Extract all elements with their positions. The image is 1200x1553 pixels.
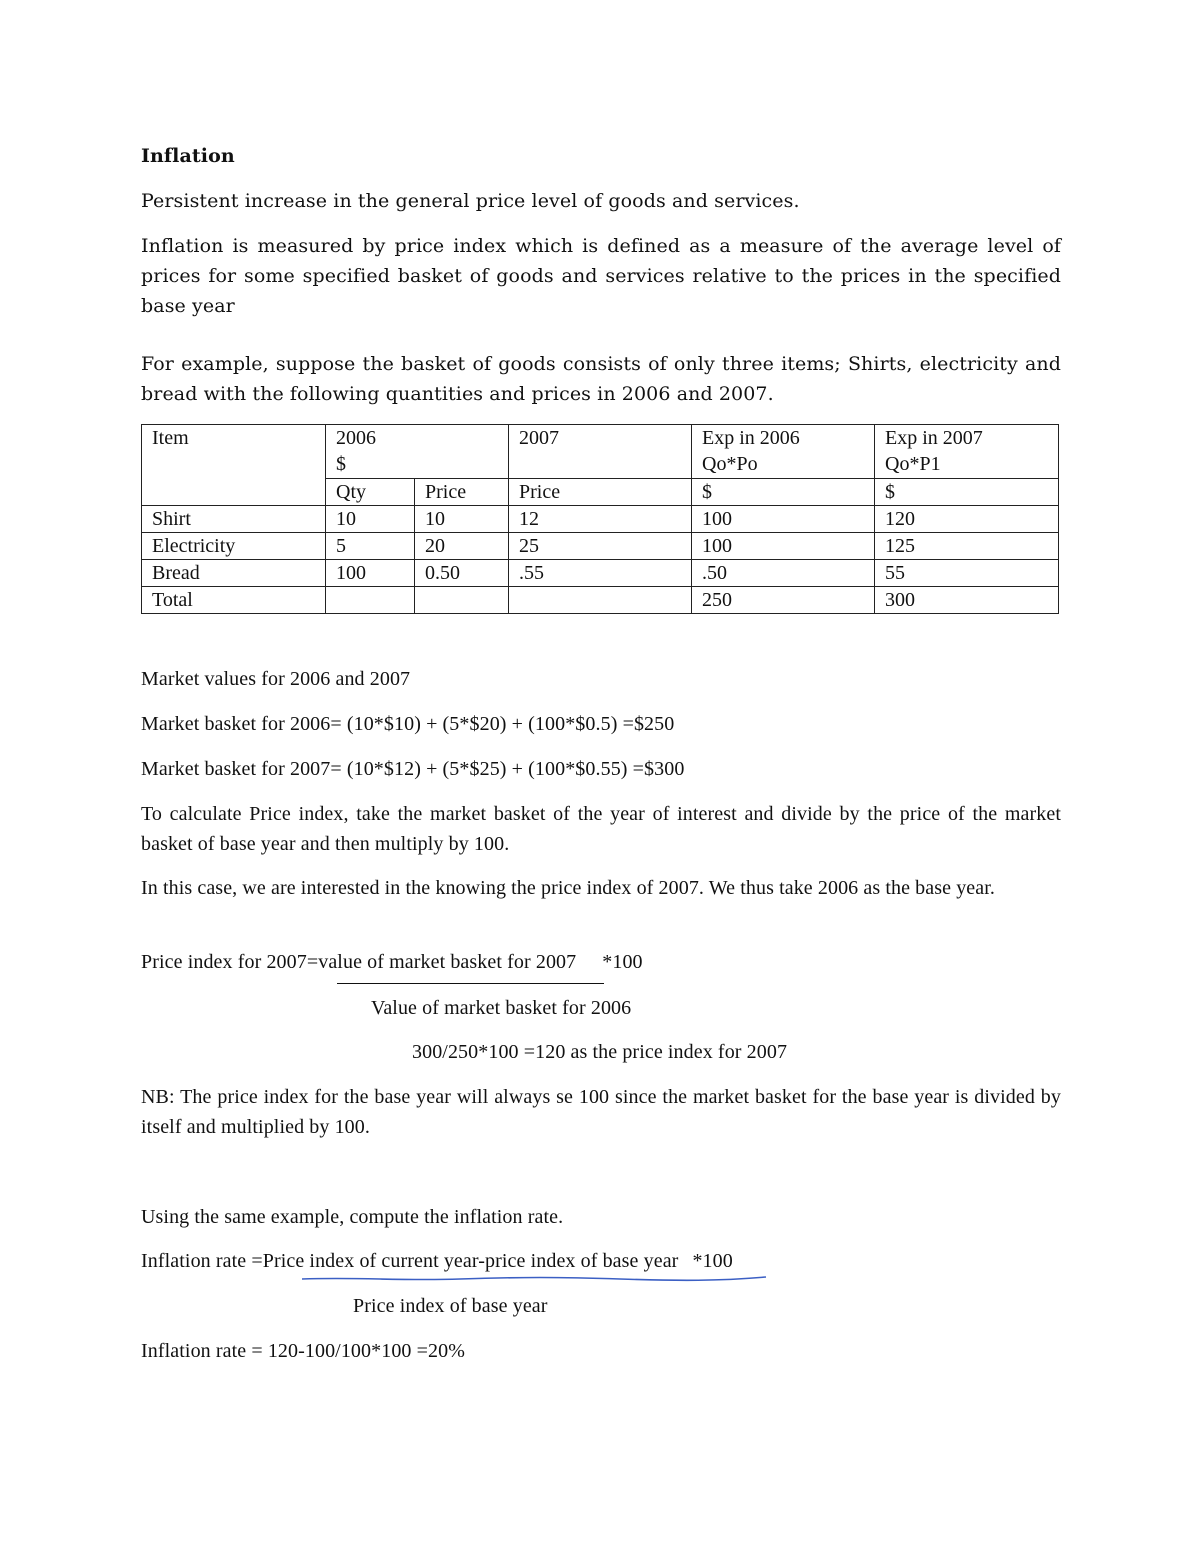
measure-paragraph: Inflation is measured by price index which is defined as a measure of the average level of prices for some specified basket of goods and services relative to the prices in the specified base year [141,235,1061,317]
inflation-multiplier: *100 [692,1250,733,1272]
table-row [142,560,1059,587]
table-row [142,506,1059,533]
price-index-prefix: Price index for 2007= [141,951,319,973]
header-item: Item [142,425,326,506]
header-exp-2006-label: Exp in 2006 [702,427,800,449]
price-index-equation [141,947,643,977]
subheader-price-2006: Price [415,478,509,505]
cell-price-2006 [415,587,509,614]
nb-paragraph: NB: The price index for the base year will always se 100 since the market basket for the base year is divided by itself and multiplied by 100. [141,1086,1061,1138]
basket-2006-formula: Market basket for 2006= (10*$10) + (5*$20) + (100*$0.5) =$250 [141,713,675,735]
price-index-numerator: value of market basket for 2007 [318,951,577,973]
cell-item: Shirt [142,506,326,533]
cell-item: Total [142,587,326,614]
cell-exp-2007: 125 [875,533,1059,560]
price-table [141,424,1059,614]
subheader-exp-2007-unit: $ [875,478,1059,505]
inflation-prompt: Using the same example, compute the inflation rate. [141,1206,564,1228]
cell-exp-2006: 100 [692,533,875,560]
price-index-denominator: Value of market basket for 2006 [371,997,632,1019]
cell-exp-2007: 300 [875,587,1059,614]
cell-price-2006: 0.50 [415,560,509,587]
price-index-fraction-bar [337,983,604,984]
header-exp-2007 [875,425,1059,479]
cell-price-2007: .55 [509,560,692,587]
cell-qty: 5 [326,533,415,560]
cell-exp-2007: 55 [875,560,1059,587]
inflation-fraction-stroke [302,1277,766,1280]
cell-price-2007 [509,587,692,614]
cell-price-2006: 20 [415,533,509,560]
example-paragraph: For example, suppose the basket of goods consists of only three items; Shirts, electricity and bread with the following quantities and prices in 2006 and 2007. [141,353,1061,405]
page-title: Inflation [141,145,235,167]
header-2006-year: 2006 [336,427,376,449]
cell-qty [326,587,415,614]
cell-price-2006: 10 [415,506,509,533]
header-2006 [326,425,509,479]
basket-2007-formula: Market basket for 2007= (10*$12) + (5*$25) + (100*$0.55) =$300 [141,758,685,780]
cell-item: Bread [142,560,326,587]
header-2006-unit: $ [336,453,346,475]
table-header-row [142,425,1059,479]
header-exp-2007-formula: Qo*P1 [885,453,941,475]
inflation-prefix: Inflation rate = [141,1250,263,1272]
subheader-qty: Qty [326,478,415,505]
header-exp-2006-formula: Qo*Po [702,453,758,475]
subheader-price-2007: Price [509,478,692,505]
header-2007: 2007 [509,425,692,479]
inflation-fraction-bar [300,1272,770,1284]
cell-exp-2006: 250 [692,587,875,614]
cell-qty: 10 [326,506,415,533]
price-index-result: 300/250*100 =120 as the price index for 2007 [412,1041,788,1063]
subheader-exp-2006-unit: $ [692,478,875,505]
inflation-denominator: Price index of base year [353,1295,548,1317]
inflation-numerator: Price index of current year-price index of base year [262,1250,679,1272]
price-index-multiplier: *100 [602,951,643,973]
table-row [142,587,1059,614]
calc-instructions: To calculate Price index, take the market basket of the year of interest and divide by the price of the market basket of base year and then multiply by 100. [141,803,1061,855]
case-paragraph: In this case, we are interested in the knowing the price index of 2007. We thus take 2006 as the base year. [141,877,996,899]
cell-qty: 100 [326,560,415,587]
cell-exp-2007: 120 [875,506,1059,533]
definition-text: Persistent increase in the general price level of goods and services. [141,190,800,212]
cell-price-2007: 25 [509,533,692,560]
header-exp-2007-label: Exp in 2007 [885,427,983,449]
table-row [142,533,1059,560]
cell-price-2007: 12 [509,506,692,533]
cell-exp-2006: .50 [692,560,875,587]
inflation-result: Inflation rate = 120-100/100*100 =20% [141,1340,465,1362]
cell-item: Electricity [142,533,326,560]
market-values-heading: Market values for 2006 and 2007 [141,668,411,690]
cell-exp-2006: 100 [692,506,875,533]
header-exp-2006 [692,425,875,479]
